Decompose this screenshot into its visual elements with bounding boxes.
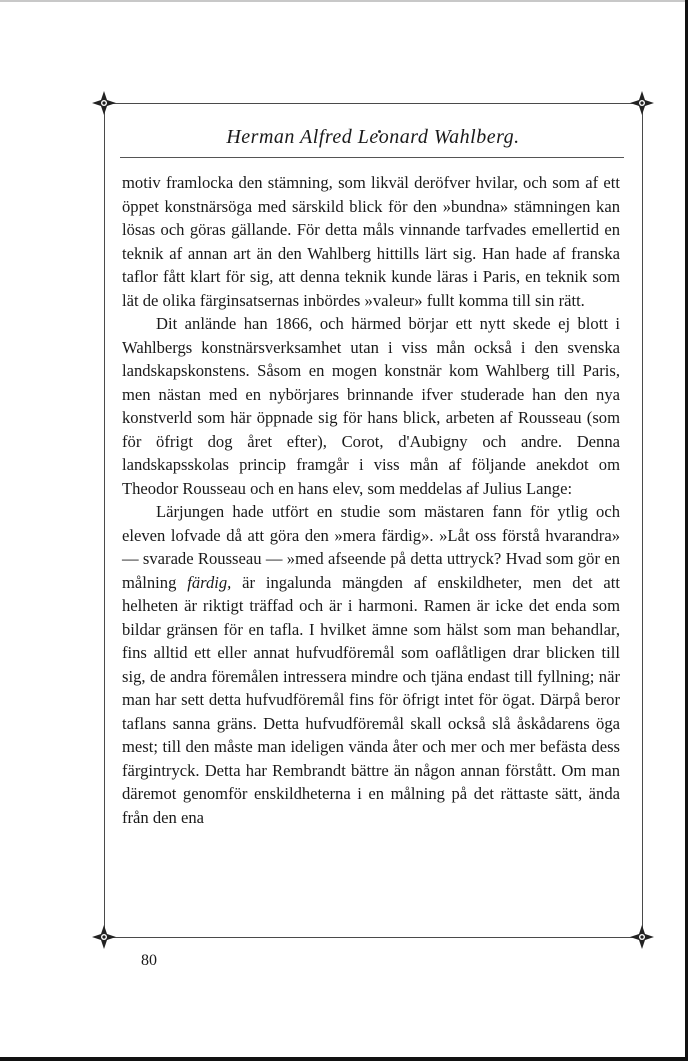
- paragraph: Dit anlände han 1866, och härmed börjar ett nytt skede ej blott i Wahlbergs konstnärsverksamhet utan i viss mån också i den svenska landskapskonstens. Såsom en mogen konstnär kom Wahlberg till Paris, men nästan med en nybörjares brinnande ifver studerade han den nya konstverld som här öppnade sig för hans blick, arbeten af Rousseau (som för öfrigt dog året efter), Corot, d'Aubigny och andre. Denna landskapsskolas princip framgår i viss mån af följande anekdot om Theodor Rousseau och en hans elev, som meddelas af Julius Lange:: [122, 314, 620, 498]
- scan-edge-top: [0, 0, 688, 2]
- running-head: Herman Alfred Leonard Wahlberg.: [226, 126, 520, 148]
- frame-right-rule: [642, 103, 643, 937]
- frame-bottom-rule: [104, 937, 642, 938]
- scan-edge-bottom: [0, 1057, 688, 1061]
- paragraph-text: är ingalunda mängden af enskildheter, men det att helheten är riktigt träffad och är i harmoni. Ramen är icke det enda som bildar gränsen för en tafla. I hvilket ämne som hälst som man behandlar, fins alltid ett eller annat hufvudföremål som oaflåtligen drar blicken till sig, de andra föremålen intressera mindre och tjäna endast till fyllning; när man har sett detta hufvudföremål fins för öfrigt intet för ögat. Därpå beror taflans sanna gräns. Detta hufvudföremål skall också slå åskådarens öga mest; till den måste man ideligen vända åter och mer och mer befästa dess färgintryck. Detta har Rembrandt bättre än någon annan förstått. Om man däremot genomför enskildheterna i en målning på det rättaste sätt, ända från den ena: [122, 572, 620, 827]
- frame-left-rule: [104, 103, 105, 937]
- header-rule: [120, 157, 624, 158]
- page-number: 80: [141, 952, 157, 969]
- body-text: [122, 171, 620, 829]
- emphasis-text: färdig,: [187, 572, 232, 592]
- corner-ornament-icon: [90, 89, 118, 117]
- corner-ornament-icon: [90, 923, 118, 951]
- paragraph-text: Lärjungen hade utfört en studie som mästaren fann för ytlig och eleven lofvade då att göra den »mera färdig». »Låt oss förstå hvarandra» — svarade Rousseau — »med afseende på detta uttryck? Hvad som gör en målning: [122, 502, 620, 592]
- corner-ornament-icon: [628, 89, 656, 117]
- paragraph: motiv framlocka den stämning, som likväl deröfver hvilar, och som af ett öppet konstnärsöga med särskild blick för den »bundna» stämningen kan lösas och göras gällande. För detta måls vinnande tarfvades emellertid en teknik af annan art än den Wahlberg hittills lärt sig. Han hade af franska taflor fått klart för sig, att denna teknik kunde läras i Paris, en teknik som lät de olika färginsatsernas inbördes »valeur» fullt komma till sin rätt.: [122, 173, 620, 310]
- corner-ornament-icon: [628, 923, 656, 951]
- paragraph: [122, 500, 620, 829]
- frame-top-rule: [104, 103, 642, 104]
